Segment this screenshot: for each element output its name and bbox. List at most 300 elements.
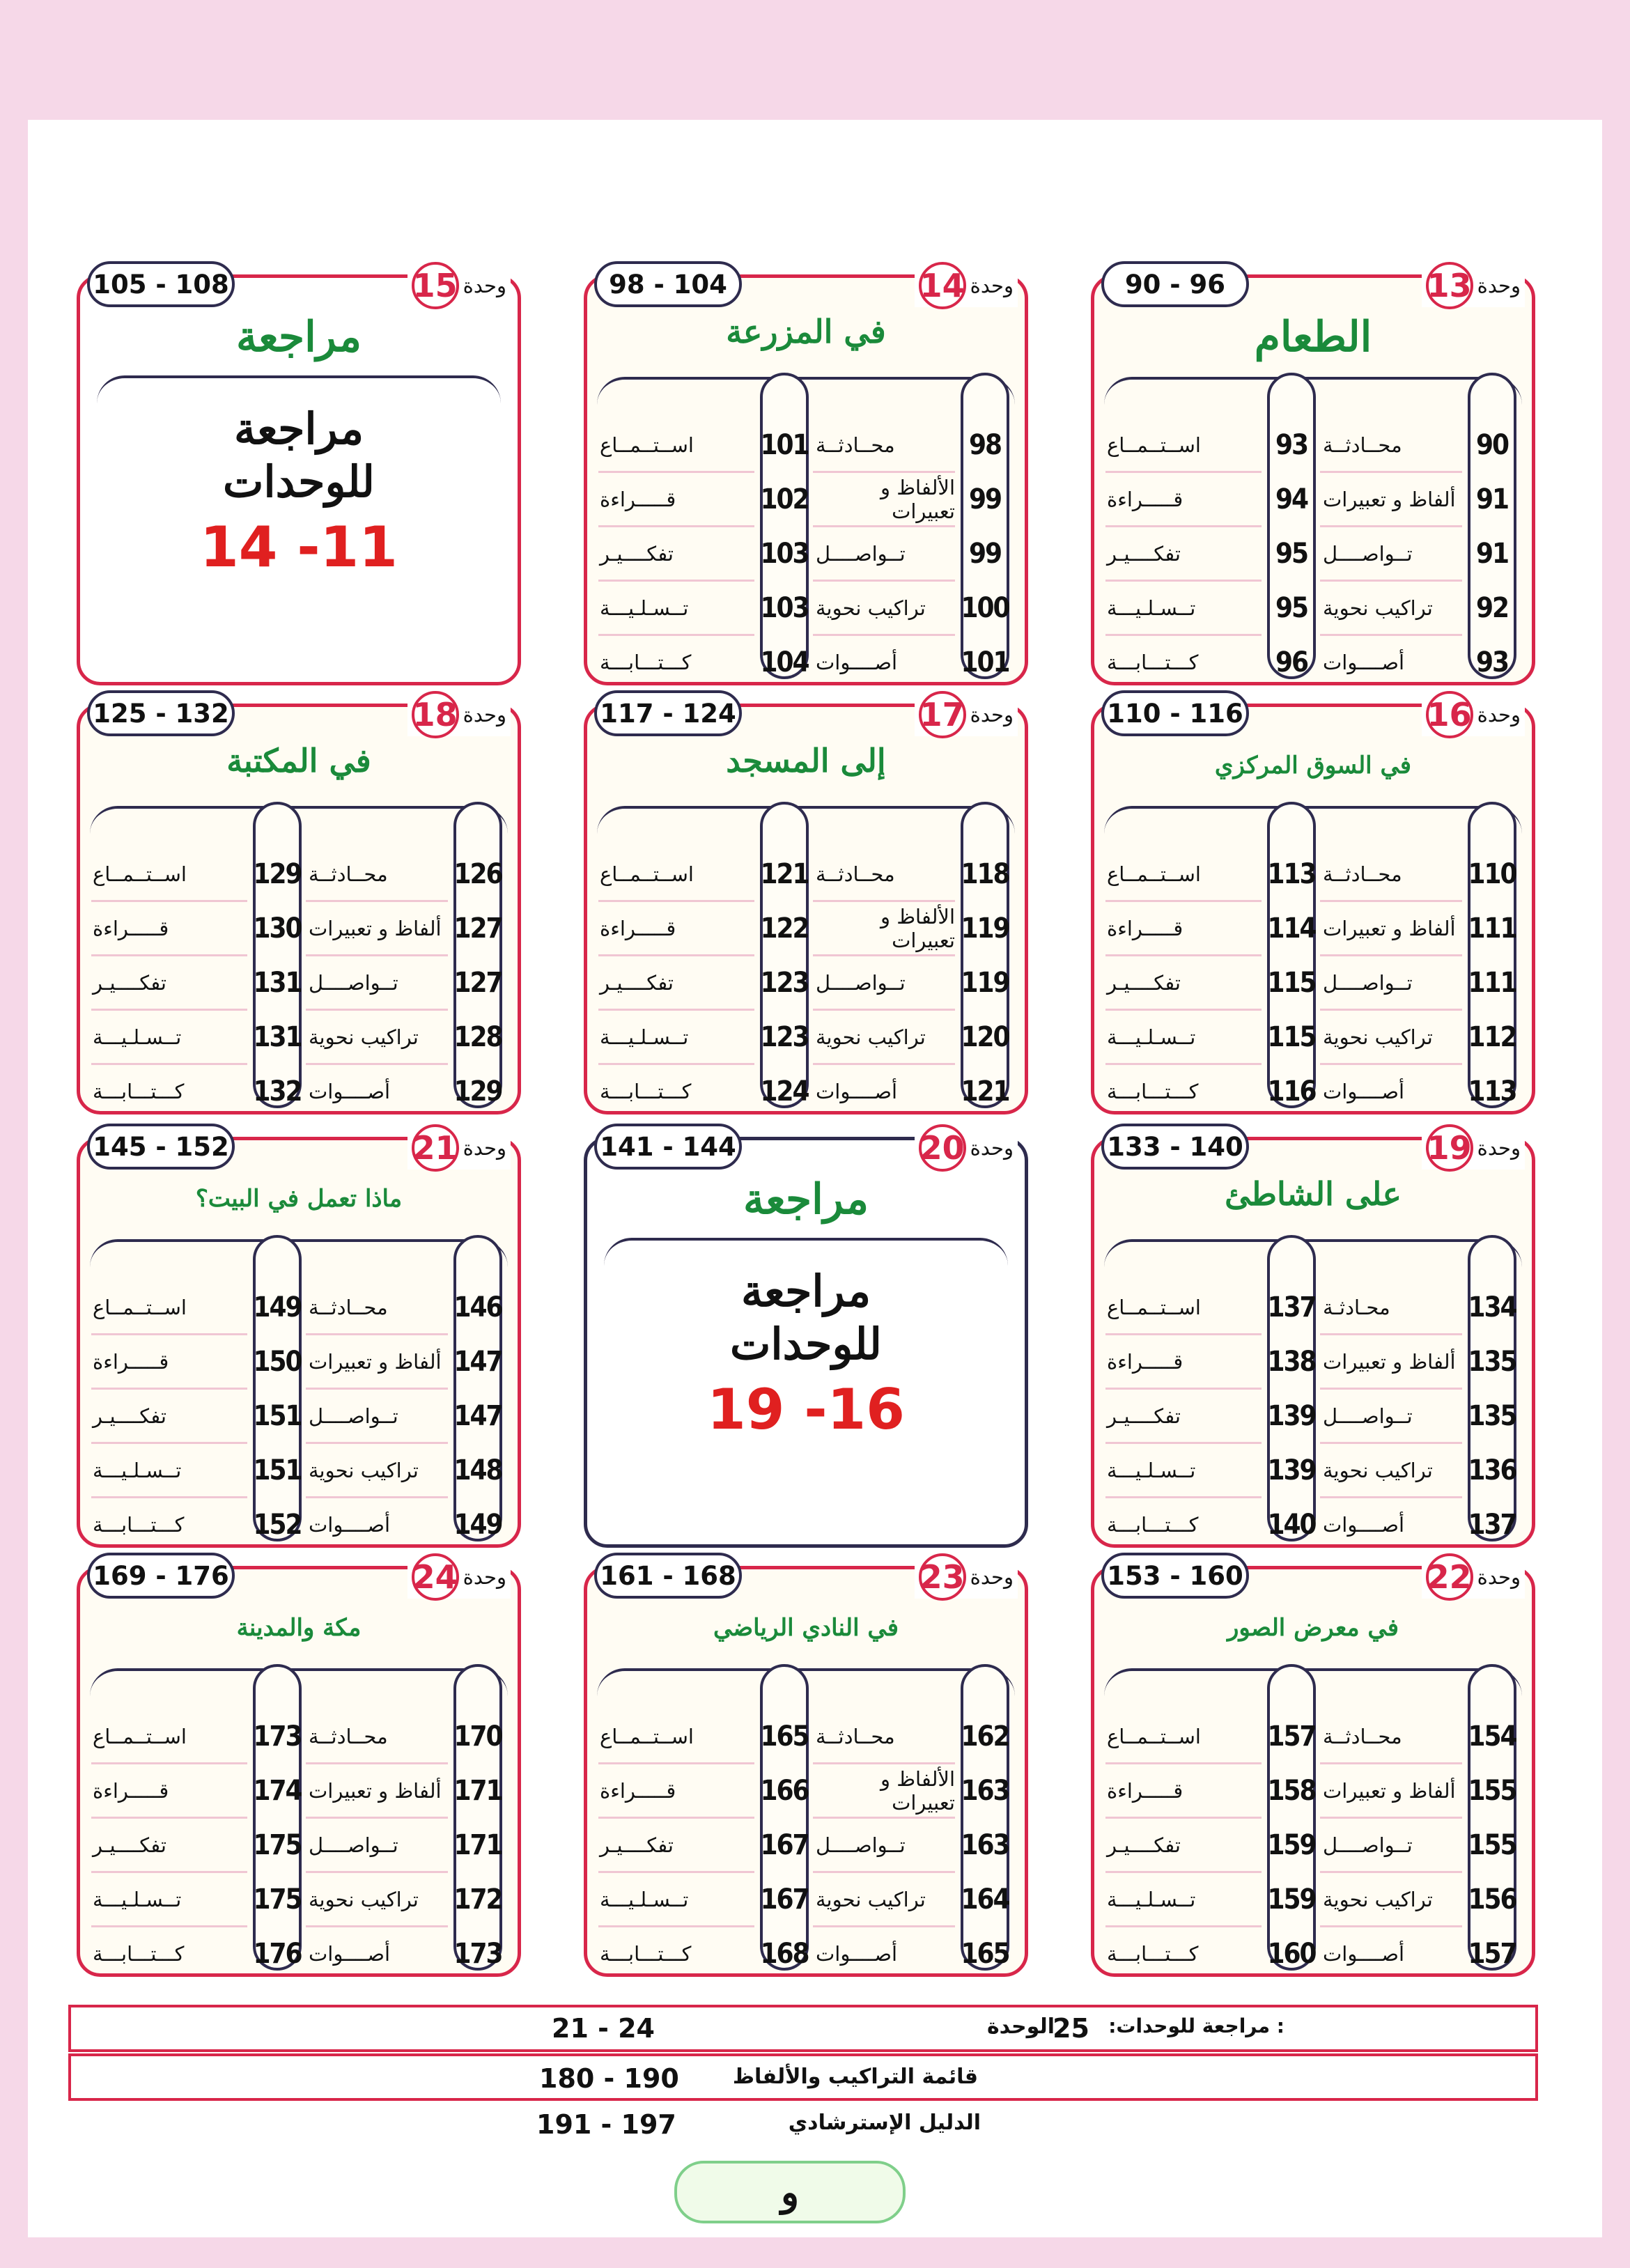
lesson-name: الألفاظ و تعبيرات	[880, 1767, 955, 1815]
lesson-name: كـــتـــابـــة	[600, 651, 692, 674]
lesson-page-number: 149	[453, 1509, 502, 1541]
unit-title: في النادي الرياضي	[713, 1614, 899, 1642]
page-number: و	[674, 2161, 906, 2223]
unit-title: في المزرعة	[726, 313, 886, 350]
lesson-page-number: 91	[1475, 538, 1509, 570]
lesson-name: تراكيب نحوية	[816, 1025, 926, 1049]
lesson-name: تــواصــــل	[309, 1404, 398, 1428]
lesson-name: تــسـلـيـــة	[1107, 1025, 1196, 1049]
lesson-name: تفكــــيـر	[93, 1404, 166, 1428]
unit-title: مكة والمدينة	[236, 1614, 362, 1642]
lesson-page-number: 163	[961, 1775, 1009, 1807]
lesson-name: اســتــمــاع	[93, 1725, 187, 1748]
lesson-name: أصــــوات	[816, 1080, 898, 1103]
lesson-page-number: 130	[253, 912, 302, 945]
unit-word: وحدة	[463, 1136, 506, 1160]
lesson-page-number: 147	[453, 1400, 502, 1432]
lesson-name: تــسـلـيـــة	[600, 1025, 689, 1049]
lesson-name: تفكــــيـر	[1107, 971, 1181, 995]
lesson-page-number: 111	[1468, 912, 1516, 945]
lesson-name: أصــــوات	[816, 1942, 898, 1966]
lesson-name: تراكيب نحوية	[816, 1888, 926, 1911]
unit-number: 18	[412, 691, 459, 738]
page-range-badge: 161 - 168	[594, 1553, 742, 1599]
lesson-name: كـــتـــابـــة	[93, 1080, 185, 1103]
lesson-name: تراكيب نحوية	[309, 1459, 419, 1482]
lesson-name: محــادثــة	[1323, 862, 1402, 886]
lesson-page-number: 99	[968, 538, 1002, 570]
lesson-name: قـــــراءة	[600, 917, 676, 940]
lesson-page-number: 131	[253, 967, 302, 999]
lesson-name: اســتــمــاع	[1107, 433, 1201, 457]
lesson-page-number: 121	[760, 858, 809, 890]
lesson-page-number: 162	[961, 1721, 1009, 1753]
lesson-page-number: 170	[453, 1721, 502, 1753]
lesson-page-number: 115	[1267, 967, 1316, 999]
lesson-page-number: 135	[1468, 1400, 1516, 1432]
lesson-page-number: 154	[1468, 1721, 1516, 1753]
unit-word: وحدة	[463, 274, 506, 297]
lesson-page-number: 157	[1468, 1938, 1516, 1970]
lesson-name: تــسـلـيـــة	[600, 596, 689, 620]
unit-number: 23	[919, 1553, 966, 1601]
lesson-name: تفكــــيـر	[1107, 542, 1181, 566]
lesson-name: اســتــمــاع	[600, 862, 694, 886]
review-box	[604, 1238, 1008, 1450]
unit-label	[915, 1555, 1018, 1599]
lesson-name: محــادثــة	[309, 1725, 388, 1748]
lesson-page-number: 132	[253, 1075, 302, 1108]
unit-label	[408, 1126, 511, 1170]
unit-number: 21	[412, 1124, 459, 1172]
lesson-name: تراكيب نحوية	[1323, 1025, 1433, 1049]
lesson-page-number: 175	[253, 1883, 302, 1916]
unit-number: 24	[412, 1553, 459, 1601]
unit-word: وحدة	[1477, 1565, 1521, 1589]
lesson-table	[90, 806, 508, 1108]
lesson-table	[597, 1668, 1015, 1971]
lesson-name: اســتــمــاع	[600, 433, 694, 457]
page-range-badge: 90 - 96	[1101, 261, 1249, 307]
lesson-name: تــواصــــل	[816, 1833, 906, 1857]
footer-unit25-text: : مراجعة للوحدات:	[1108, 2014, 1284, 2037]
lesson-page-number: 167	[760, 1829, 809, 1861]
footer-unit25-range: 21 - 24	[552, 2013, 655, 2044]
unit-label	[408, 693, 511, 736]
unit-card	[77, 1558, 521, 1977]
unit-card	[1091, 1558, 1535, 1977]
lesson-name: تفكــــيـر	[600, 542, 674, 566]
lesson-name: تــسـلـيـــة	[1107, 1459, 1196, 1482]
lesson-page-number: 173	[253, 1721, 302, 1753]
lesson-page-number: 93	[1475, 646, 1509, 678]
lesson-name: تفكــــيـر	[600, 1833, 674, 1857]
lesson-page-number: 100	[961, 592, 1009, 624]
unit-word: وحدة	[463, 703, 506, 727]
unit-title: الطعام	[1254, 313, 1372, 362]
lesson-page-number: 147	[453, 1346, 502, 1378]
lesson-name: محــادثــة	[816, 862, 895, 886]
lesson-name: كـــتـــابـــة	[1107, 1080, 1199, 1103]
page-range-badge: 145 - 152	[87, 1124, 235, 1170]
unit-card	[584, 1129, 1028, 1548]
lesson-page-number: 123	[760, 967, 809, 999]
unit-word: وحدة	[1477, 703, 1521, 727]
lesson-page-number: 166	[760, 1775, 809, 1807]
lesson-page-number: 148	[453, 1454, 502, 1486]
lesson-name: قـــــراءة	[93, 1779, 169, 1803]
lesson-page-number: 131	[253, 1021, 302, 1053]
unit-card	[77, 696, 521, 1114]
lesson-name: تفكــــيـر	[1107, 1833, 1181, 1857]
lesson-name: تــواصــــل	[309, 1833, 398, 1857]
lesson-name: الألفاظ و تعبيرات	[880, 905, 955, 952]
lesson-page-number: 101	[760, 429, 809, 461]
page-range-badge: 141 - 144	[594, 1124, 742, 1170]
unit-label	[915, 264, 1018, 307]
lesson-page-number: 135	[1468, 1346, 1516, 1378]
lesson-name: محــادثــة	[309, 862, 388, 886]
lesson-table	[597, 377, 1015, 679]
lesson-page-number: 174	[253, 1775, 302, 1807]
lesson-page-number: 126	[453, 858, 502, 890]
lesson-page-number: 165	[961, 1938, 1009, 1970]
lesson-name: محــادثــة	[1323, 1725, 1402, 1748]
review-box	[97, 375, 501, 587]
lesson-page-number: 96	[1275, 646, 1308, 678]
lesson-name: ألفاظ و تعبيرات	[309, 1350, 442, 1374]
lesson-page-number: 129	[453, 1075, 502, 1108]
lesson-name: كـــتـــابـــة	[600, 1080, 692, 1103]
lesson-name: تراكيب نحوية	[1323, 1888, 1433, 1911]
lesson-page-number: 104	[760, 646, 809, 678]
lesson-page-number: 90	[1475, 429, 1509, 461]
lesson-name: ألفاظ و تعبيرات	[309, 917, 442, 940]
lesson-page-number: 171	[453, 1829, 502, 1861]
lesson-name: ألفاظ و تعبيرات	[1323, 1350, 1456, 1374]
lesson-name: كـــتـــابـــة	[93, 1942, 185, 1966]
lesson-name: تــواصــــل	[1323, 971, 1413, 995]
lesson-page-number: 173	[453, 1938, 502, 1970]
lesson-page-number: 151	[253, 1400, 302, 1432]
unit-word: وحدة	[970, 703, 1014, 727]
unit-number: 22	[1426, 1553, 1473, 1601]
lesson-name: تــواصــــل	[816, 971, 906, 995]
page-range-badge: 117 - 124	[594, 690, 742, 736]
lesson-name: أصــــوات	[816, 651, 898, 674]
lesson-page-number: 95	[1275, 538, 1308, 570]
unit-label	[408, 1555, 511, 1599]
lesson-page-number: 168	[760, 1938, 809, 1970]
review-line1: مراجعة	[740, 1266, 871, 1316]
lesson-page-number: 102	[760, 483, 809, 515]
review-line2: للوحدات	[223, 456, 375, 507]
lesson-name: محـادثـة	[1323, 1296, 1390, 1319]
lesson-table	[1104, 806, 1522, 1108]
lesson-name: الألفاظ و تعبيرات	[880, 476, 955, 523]
lesson-page-number: 113	[1267, 858, 1316, 890]
unit-label	[1422, 1555, 1525, 1599]
footer-row-lists	[68, 2053, 1538, 2101]
footer-unit25-label: الوحدة	[986, 2014, 1055, 2039]
unit-title: في السوق المركزي	[1214, 752, 1412, 779]
unit-card	[1091, 1129, 1535, 1548]
footer-unit25-num: 25	[1053, 2013, 1089, 2044]
lesson-page-number: 159	[1267, 1883, 1316, 1916]
unit-title: في المكتبة	[226, 742, 371, 779]
lesson-name: تراكيب نحوية	[816, 596, 926, 620]
lesson-page-number: 137	[1468, 1509, 1516, 1541]
lesson-page-number: 103	[760, 538, 809, 570]
lesson-page-number: 128	[453, 1021, 502, 1053]
lesson-name: تــواصــــل	[309, 971, 398, 995]
lesson-name: كـــتـــابـــة	[1107, 651, 1199, 674]
unit-word: وحدة	[1477, 274, 1521, 297]
unit-label	[915, 1126, 1018, 1170]
lesson-page-number: 119	[961, 912, 1009, 945]
unit-word: وحدة	[1477, 1136, 1521, 1160]
unit-card	[584, 1558, 1028, 1977]
page-range-badge: 110 - 116	[1101, 690, 1249, 736]
lesson-page-number: 152	[253, 1509, 302, 1541]
lesson-name: تــواصــــل	[1323, 1404, 1413, 1428]
lesson-page-number: 94	[1275, 483, 1308, 515]
lesson-name: ألفاظ و تعبيرات	[1323, 488, 1456, 511]
lesson-page-number: 113	[1468, 1075, 1516, 1108]
lesson-page-number: 151	[253, 1454, 302, 1486]
lesson-name: تــسـلـيـــة	[93, 1025, 182, 1049]
lesson-name: اســتــمــاع	[1107, 1725, 1201, 1748]
lesson-page-number: 155	[1468, 1775, 1516, 1807]
unit-number: 13	[1426, 262, 1473, 309]
lesson-name: قـــــراءة	[1107, 1779, 1183, 1803]
lesson-page-number: 139	[1267, 1400, 1316, 1432]
lesson-name: اســتــمــاع	[600, 1725, 694, 1748]
lesson-name: تــسـلـيـــة	[93, 1888, 182, 1911]
lesson-name: قـــــراءة	[1107, 488, 1183, 511]
lesson-page-number: 127	[453, 912, 502, 945]
page-range-badge: 98 - 104	[594, 261, 742, 307]
lesson-page-number: 92	[1475, 592, 1509, 624]
lesson-name: ألفاظ و تعبيرات	[1323, 1779, 1456, 1803]
page-range-badge: 125 - 132	[87, 690, 235, 736]
unit-number: 16	[1426, 691, 1473, 738]
lesson-name: تفكــــيـر	[93, 971, 166, 995]
lesson-page-number: 129	[253, 858, 302, 890]
unit-card	[1091, 267, 1535, 685]
unit-number: 19	[1426, 1124, 1473, 1172]
lesson-page-number: 134	[1468, 1291, 1516, 1323]
lesson-page-number: 114	[1267, 912, 1316, 945]
lesson-name: تراكيب نحوية	[1323, 1459, 1433, 1482]
lesson-name: تفكــــيـر	[600, 971, 674, 995]
lesson-page-number: 165	[760, 1721, 809, 1753]
lesson-page-number: 157	[1267, 1721, 1316, 1753]
lesson-name: تفكــــيـر	[93, 1833, 166, 1857]
lesson-name: أصــــوات	[309, 1942, 391, 1966]
lesson-name: قـــــراءة	[1107, 917, 1183, 940]
lesson-page-number: 156	[1468, 1883, 1516, 1916]
lesson-name: تفكــــيـر	[1107, 1404, 1181, 1428]
lesson-page-number: 176	[253, 1938, 302, 1970]
lesson-name: تــسـلـيـــة	[93, 1459, 182, 1482]
review-line2: للوحدات	[730, 1319, 882, 1369]
lesson-table	[597, 806, 1015, 1108]
lesson-page-number: 164	[961, 1883, 1009, 1916]
lesson-page-number: 123	[760, 1021, 809, 1053]
unit-title: في معرض الصور	[1227, 1614, 1399, 1642]
unit-title: مراجعة	[743, 1175, 869, 1224]
unit-number: 15	[412, 262, 459, 309]
lesson-page-number: 150	[253, 1346, 302, 1378]
lesson-page-number: 93	[1275, 429, 1308, 461]
lesson-table	[1104, 1668, 1522, 1971]
lesson-page-number: 159	[1267, 1829, 1316, 1861]
lesson-name: اســتــمــاع	[93, 1296, 187, 1319]
unit-title: على الشاطئ	[1225, 1175, 1402, 1213]
lesson-table	[90, 1239, 508, 1541]
lesson-table	[1104, 1239, 1522, 1541]
lesson-page-number: 146	[453, 1291, 502, 1323]
lesson-page-number: 98	[968, 429, 1002, 461]
lesson-page-number: 175	[253, 1829, 302, 1861]
unit-card	[584, 267, 1028, 685]
lesson-name: كـــتـــابـــة	[600, 1942, 692, 1966]
lesson-page-number: 136	[1468, 1454, 1516, 1486]
unit-number: 20	[919, 1124, 966, 1172]
unit-number: 14	[919, 262, 966, 309]
lesson-name: قـــــراءة	[93, 917, 169, 940]
lesson-name: محــادثــة	[816, 1725, 895, 1748]
page-range-badge: 105 - 108	[87, 261, 235, 307]
lesson-page-number: 127	[453, 967, 502, 999]
lesson-page-number: 91	[1475, 483, 1509, 515]
lesson-page-number: 155	[1468, 1829, 1516, 1861]
lesson-name: أصــــوات	[1323, 1942, 1405, 1966]
unit-number: 17	[919, 691, 966, 738]
unit-label	[1422, 264, 1525, 307]
lesson-name: كـــتـــابـــة	[1107, 1513, 1199, 1537]
lesson-page-number: 167	[760, 1883, 809, 1916]
footer-row-guide	[68, 2102, 1538, 2150]
footer-lists-range: 180 - 190	[539, 2063, 679, 2094]
lesson-page-number: 120	[961, 1021, 1009, 1053]
lesson-name: قـــــراءة	[600, 1779, 676, 1803]
unit-title: ماذا تعمل في البيت؟	[195, 1185, 403, 1213]
lesson-page-number: 172	[453, 1883, 502, 1916]
lesson-page-number: 149	[253, 1291, 302, 1323]
unit-card	[77, 267, 521, 685]
lesson-name: اســتــمــاع	[1107, 1296, 1201, 1319]
unit-label	[915, 693, 1018, 736]
footer-row-unit25	[68, 2005, 1538, 2052]
lesson-name: أصــــوات	[1323, 1513, 1405, 1537]
lesson-name: تراكيب نحوية	[309, 1888, 419, 1911]
lesson-page-number: 110	[1468, 858, 1516, 890]
lesson-name: محــادثــة	[309, 1296, 388, 1319]
lesson-table	[90, 1668, 508, 1971]
footer-guide-text: الدليل الإسترشادي	[788, 2111, 981, 2135]
lesson-name: محــادثــة	[1323, 433, 1402, 457]
lesson-name: أصــــوات	[1323, 651, 1405, 674]
lesson-name: تــواصــــل	[816, 542, 906, 566]
lesson-name: تــسـلـيـــة	[1107, 596, 1196, 620]
lesson-page-number: 158	[1267, 1775, 1316, 1807]
unit-label	[1422, 1126, 1525, 1170]
lesson-name: أصــــوات	[1323, 1080, 1405, 1103]
page-range-badge: 153 - 160	[1101, 1553, 1249, 1599]
lesson-name: تــسـلـيـــة	[1107, 1888, 1196, 1911]
lesson-name: كـــتـــابـــة	[93, 1513, 185, 1537]
unit-word: وحدة	[970, 274, 1014, 297]
lesson-page-number: 119	[961, 967, 1009, 999]
lesson-name: تــواصــــل	[1323, 1833, 1413, 1857]
lesson-page-number: 111	[1468, 967, 1516, 999]
lesson-page-number: 139	[1267, 1454, 1316, 1486]
lesson-page-number: 118	[961, 858, 1009, 890]
review-units: 14 -11	[200, 515, 398, 580]
lesson-name: تراكيب نحوية	[1323, 596, 1433, 620]
lesson-page-number: 160	[1267, 1938, 1316, 1970]
lesson-name: أصــــوات	[309, 1513, 391, 1537]
lesson-name: تــسـلـيـــة	[600, 1888, 689, 1911]
unit-word: وحدة	[970, 1136, 1014, 1160]
unit-card	[77, 1129, 521, 1548]
unit-label	[1422, 693, 1525, 736]
page-range-badge: 169 - 176	[87, 1553, 235, 1599]
lesson-name: قـــــراءة	[93, 1350, 169, 1374]
lesson-page-number: 140	[1267, 1509, 1316, 1541]
lesson-page-number: 112	[1468, 1021, 1516, 1053]
lesson-page-number: 122	[760, 912, 809, 945]
lesson-name: اســتــمــاع	[93, 862, 187, 886]
lesson-name: قـــــراءة	[600, 488, 676, 511]
lesson-page-number: 101	[961, 646, 1009, 678]
lesson-name: محــادثــة	[816, 433, 895, 457]
unit-card	[1091, 696, 1535, 1114]
lesson-name: ألفاظ و تعبيرات	[1323, 917, 1456, 940]
review-units: 19 -16	[707, 1377, 905, 1442]
lesson-page-number: 116	[1267, 1075, 1316, 1108]
lesson-name: قـــــراءة	[1107, 1350, 1183, 1374]
lesson-name: تــواصــــل	[1323, 542, 1413, 566]
lesson-page-number: 124	[760, 1075, 809, 1108]
unit-label	[408, 264, 511, 307]
lesson-page-number: 121	[961, 1075, 1009, 1108]
lesson-name: تراكيب نحوية	[309, 1025, 419, 1049]
unit-title: مراجعة	[235, 313, 362, 362]
lesson-page-number: 95	[1275, 592, 1308, 624]
lesson-page-number: 138	[1267, 1346, 1316, 1378]
lesson-page-number: 99	[968, 483, 1002, 515]
lesson-name: اســتــمــاع	[1107, 862, 1201, 886]
lesson-table	[1104, 377, 1522, 679]
unit-word: وحدة	[463, 1565, 506, 1589]
footer-guide-range: 191 - 197	[536, 2109, 676, 2140]
unit-word: وحدة	[970, 1565, 1014, 1589]
page-range-badge: 133 - 140	[1101, 1124, 1249, 1170]
unit-card	[584, 696, 1028, 1114]
review-line1: مراجعة	[233, 403, 364, 454]
footer-lists-text: قائمة التراكيب والألفاظ	[732, 2065, 978, 2089]
lesson-page-number: 103	[760, 592, 809, 624]
lesson-page-number: 171	[453, 1775, 502, 1807]
unit-title: إلى المسجد	[726, 742, 886, 779]
lesson-page-number: 137	[1267, 1291, 1316, 1323]
lesson-page-number: 163	[961, 1829, 1009, 1861]
lesson-name: كـــتـــابـــة	[1107, 1942, 1199, 1966]
lesson-page-number: 115	[1267, 1021, 1316, 1053]
